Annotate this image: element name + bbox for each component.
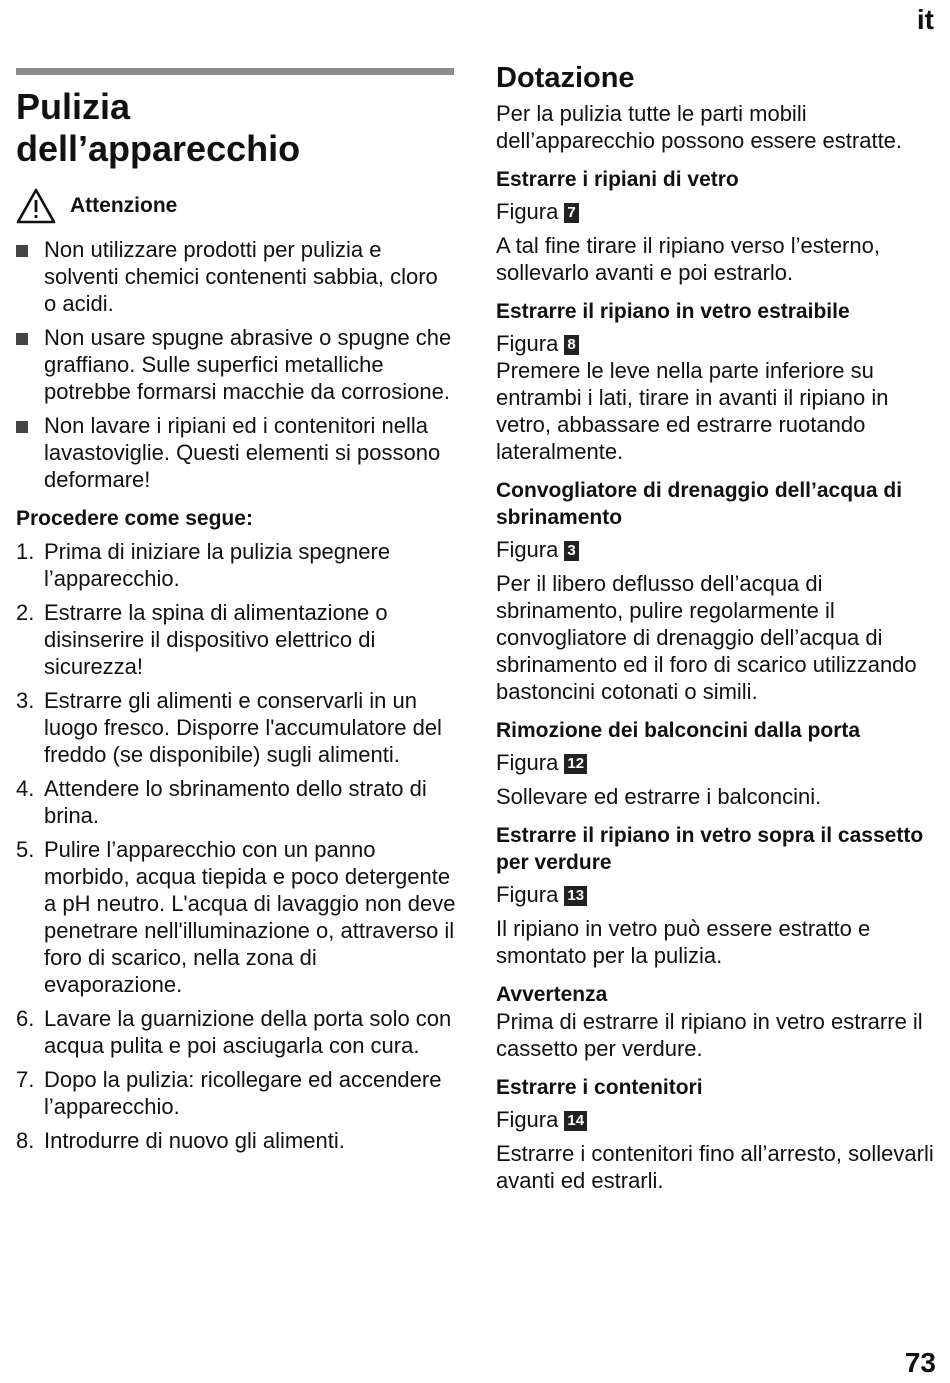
step-text: Prima di iniziare la pulizia spegnere l’apparecchio. bbox=[44, 539, 391, 591]
figure-word: Figura bbox=[496, 1107, 559, 1132]
figure-number-badge: 8 bbox=[564, 335, 578, 355]
bullet-square-icon bbox=[16, 421, 28, 433]
figure-word: Figura bbox=[496, 882, 559, 907]
step-number: 6. bbox=[16, 1006, 35, 1031]
figure-reference bbox=[496, 1106, 936, 1133]
figure-word: Figura bbox=[496, 331, 559, 356]
figure-reference bbox=[496, 536, 936, 563]
section-door-shelves bbox=[496, 717, 936, 810]
step-item bbox=[16, 538, 456, 592]
page-title bbox=[16, 86, 456, 170]
step-item bbox=[16, 599, 456, 680]
step-number: 3. bbox=[16, 688, 35, 713]
procedure-steps bbox=[16, 538, 456, 1154]
warning-text: Non lavare i ripiani ed i contenitori nella lavastoviglie. Questi elementi si possono deformare! bbox=[44, 413, 441, 492]
figure-number-badge: 12 bbox=[564, 754, 587, 774]
section-title: Avvertenza bbox=[496, 983, 608, 1006]
section-text: Prima di estrarre il ripiano in vetro estrarre il cassetto per verdure. bbox=[496, 1009, 923, 1061]
step-number: 2. bbox=[16, 600, 35, 625]
section-note bbox=[496, 981, 936, 1062]
section-title: Estrarre il ripiano in vetro sopra il cassetto per verdure bbox=[496, 824, 924, 874]
figure-reference bbox=[496, 881, 936, 908]
bullet-square-icon bbox=[16, 333, 28, 345]
section-extractable-shelf bbox=[496, 298, 936, 465]
warning-icon bbox=[16, 188, 56, 224]
warning-item bbox=[16, 236, 456, 317]
figure-reference bbox=[496, 749, 936, 776]
section-containers bbox=[496, 1074, 936, 1194]
step-text: Introdurre di nuovo gli alimenti. bbox=[44, 1128, 345, 1153]
figure-number-badge: 14 bbox=[564, 1111, 587, 1131]
section-text: Premere le leve nella parte inferiore su entrambi i lati, tirare in avanti il ripiano in vetro, abbassare ed estrarre ruotando lateralmente. bbox=[496, 358, 889, 464]
section-title: Convogliatore di drenaggio dell’acqua di sbrinamento bbox=[496, 479, 903, 529]
step-number: 8. bbox=[16, 1128, 35, 1153]
figure-number-badge: 3 bbox=[564, 541, 578, 561]
figure-number-badge: 7 bbox=[564, 203, 578, 223]
step-item bbox=[16, 1005, 456, 1059]
section-glass-shelves bbox=[496, 166, 936, 286]
attention-label: Attenzione bbox=[70, 194, 178, 217]
section-shelf-above-drawer bbox=[496, 822, 936, 969]
section-rule bbox=[16, 68, 454, 75]
step-number: 5. bbox=[16, 837, 35, 862]
section-text: Sollevare ed estrarre i balconcini. bbox=[496, 784, 822, 809]
title-line-2: dell’apparecchio bbox=[16, 128, 301, 169]
figure-reference bbox=[496, 198, 936, 225]
warning-list bbox=[16, 236, 456, 493]
section-heading: Dotazione bbox=[496, 62, 635, 94]
step-item bbox=[16, 687, 456, 768]
page-number: 73 bbox=[904, 1347, 936, 1378]
procedure-heading: Procedere come segue: bbox=[16, 507, 253, 530]
figure-number-badge: 13 bbox=[564, 886, 587, 906]
left-column bbox=[16, 86, 456, 1161]
title-line-1: Pulizia bbox=[16, 86, 131, 127]
section-title: Estrarre i ripiani di vetro bbox=[496, 168, 739, 191]
step-item bbox=[16, 1066, 456, 1120]
figure-word: Figura bbox=[496, 750, 559, 775]
figure-word: Figura bbox=[496, 199, 559, 224]
step-number: 7. bbox=[16, 1067, 35, 1092]
intro-text: Per la pulizia tutte le parti mobili dell’apparecchio possono essere estratte. bbox=[496, 101, 903, 153]
section-title: Estrarre il ripiano in vetro estraibile bbox=[496, 300, 850, 323]
section-text: Per il libero deflusso dell’acqua di sbrinamento, pulire regolarmente il convogliatore di drenaggio dell’acqua di sbrinamento ed il foro di scarico utilizzando bastoncini cotonati o simili. bbox=[496, 571, 917, 704]
warning-text: Non usare spugne abrasive o spugne che graffiano. Sulle superfici metalliche potrebbe formarsi macchie da corrosione. bbox=[44, 325, 452, 404]
section-text: Il ripiano in vetro può essere estratto e smontato per la pulizia. bbox=[496, 916, 871, 968]
step-item bbox=[16, 836, 456, 998]
figure-reference bbox=[496, 330, 936, 357]
step-text: Pulire l’apparecchio con un panno morbido, acqua tiepida e poco detergente a pH neutro. L'acqua di lavaggio non deve penetrare nell'illuminazione o, attraverso il foro di scarico, nella zona di evaporazione. bbox=[44, 837, 456, 997]
step-text: Attendere lo sbrinamento dello strato di brina. bbox=[44, 776, 427, 828]
bullet-square-icon bbox=[16, 245, 28, 257]
section-text: A tal fine tirare il ripiano verso l’esterno, sollevarlo avanti e poi estrarlo. bbox=[496, 233, 880, 285]
warning-item bbox=[16, 324, 456, 405]
step-number: 1. bbox=[16, 539, 35, 564]
right-column bbox=[496, 60, 936, 1194]
section-title: Estrarre i contenitori bbox=[496, 1076, 703, 1099]
section-text: Estrarre i contenitori fino all’arresto, sollevarli avanti ed estrarli. bbox=[496, 1141, 934, 1193]
warning-text: Non utilizzare prodotti per pulizia e solventi chemici contenenti sabbia, cloro o acidi. bbox=[44, 237, 438, 316]
warning-item bbox=[16, 412, 456, 493]
step-text: Estrarre la spina di alimentazione o disinserire il dispositivo elettrico di sicurezza! bbox=[44, 600, 388, 679]
attention-block bbox=[16, 188, 456, 224]
step-item bbox=[16, 775, 456, 829]
step-number: 4. bbox=[16, 776, 35, 801]
step-text: Estrarre gli alimenti e conservarli in un luogo fresco. Disporre l'accumulatore del freddo (se disponibile) sugli alimenti. bbox=[44, 688, 442, 767]
step-text: Dopo la pulizia: ricollegare ed accendere l’apparecchio. bbox=[44, 1067, 442, 1119]
step-item bbox=[16, 1127, 456, 1154]
figure-word: Figura bbox=[496, 537, 559, 562]
section-title: Rimozione dei balconcini dalla porta bbox=[496, 719, 861, 742]
section-drain-channel bbox=[496, 477, 936, 705]
language-code: it bbox=[916, 4, 934, 35]
step-text: Lavare la guarnizione della porta solo con acqua pulita e poi asciugarla con cura. bbox=[44, 1006, 452, 1058]
